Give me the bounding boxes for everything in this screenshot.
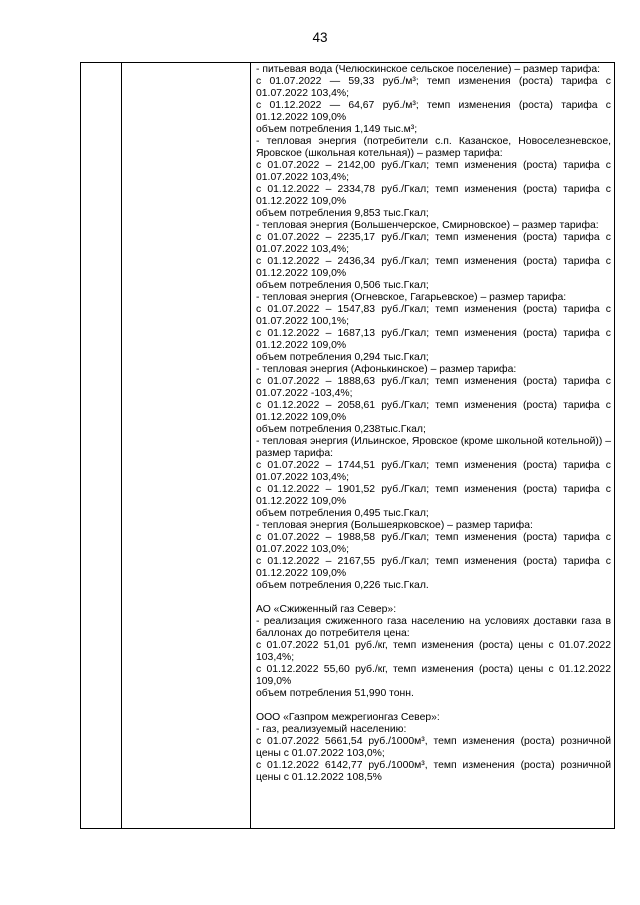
- tariff-paragraph: объем потребления 0,495 тыс.Гкал;: [256, 508, 429, 519]
- tariff-paragraph: с 01.12.2022 – 2167,55 руб./Гкал; темп изменения (роста) тарифа с 01.12.2022 109,0%: [256, 556, 611, 579]
- tariff-paragraph: с 01.12.2022 6142,77 руб./1000м³, темп изменения (роста) розничной цены с 01.12.2022 108,5%: [256, 760, 611, 783]
- tariff-paragraph: АО «Сжиженный газ Север»:: [256, 604, 397, 615]
- tariff-paragraph: с 01.07.2022 – 1988,58 руб./Гкал; темп изменения (роста) тарифа с 01.07.2022 103,0%;: [256, 532, 611, 555]
- tariff-paragraph: с 01.07.2022 – 2142,00 руб./Гкал; темп изменения (роста) тарифа с 01.07.2022 103,4%;: [256, 160, 611, 183]
- tariff-paragraph: объем потребления 0,294 тыс.Гкал;: [256, 352, 429, 363]
- tariff-paragraph: - реализация сжиженного газа населению на условиях доставки газа в баллонах до потребителя цена:: [256, 616, 611, 639]
- tariff-paragraph: с 01.12.2022 – 2058,61 руб./Гкал; темп изменения (роста) тарифа с 01.12.2022 109,0%: [256, 400, 611, 423]
- tariff-paragraph: с 01.12.2022 – 2334,78 руб./Гкал; темп изменения (роста) тарифа с 01.12.2022 109,0%: [256, 184, 611, 207]
- tariff-paragraph: - тепловая энергия (Огневское, Гагарьевское) – размер тарифа:: [256, 292, 567, 303]
- tariff-paragraph: объем потребления 0,506 тыс.Гкал;: [256, 280, 429, 291]
- tariff-paragraph: с 01.07.2022 – 1744,51 руб./Гкал; темп изменения (роста) тарифа с 01.07.2022 103,4%;: [256, 460, 611, 483]
- page-number: 43: [312, 30, 328, 45]
- tariff-paragraph: - тепловая энергия (потребители с.п. Казанское, Новоселезневское, Яровское (школьная котельная)) – размер тарифа:: [256, 136, 611, 159]
- tariff-paragraph: объем потребления 51,990 тонн.: [256, 688, 414, 699]
- tariff-paragraph: - газ, реализуемый населению:: [256, 724, 407, 735]
- tariff-paragraph: с 01.12.2022 — 64,67 руб./м³; темп изменения (роста) тарифа с 01.12.2022 109,0%: [256, 100, 611, 123]
- column-divider-1: [121, 63, 122, 828]
- tariff-paragraph: объем потребления 9,853 тыс.Гкал;: [256, 208, 429, 219]
- tariff-paragraph: с 01.07.2022 51,01 руб./кг, темп изменения (роста) цены с 01.07.2022 103,4%;: [256, 640, 611, 663]
- tariff-paragraph: - питьевая вода (Челюскинское сельское поселение) – размер тарифа:: [256, 64, 600, 75]
- tariff-paragraph: с 01.12.2022 – 2436,34 руб./Гкал; темп изменения (роста) тарифа с 01.12.2022 109,0%: [256, 256, 611, 279]
- tariff-paragraph: с 01.12.2022 – 1687,13 руб./Гкал; темп изменения (роста) тарифа с 01.12.2022 109,0%: [256, 328, 611, 351]
- tariff-paragraph: объем потребления 0,238тыс.Гкал;: [256, 424, 426, 435]
- tariff-paragraph: объем потребления 1,149 тыс.м³;: [256, 124, 418, 135]
- tariff-table: [80, 62, 615, 829]
- tariff-paragraph: - тепловая энергия (Большенчерское, Смирновское) – размер тарифа:: [256, 220, 599, 231]
- tariff-paragraph: - тепловая энергия (Ильинское, Яровское (кроме школьной котельной)) – размер тарифа:: [256, 436, 611, 459]
- tariff-paragraph: ООО «Газпром межрегионгаз Север»:: [256, 712, 440, 723]
- column-divider-2: [250, 63, 251, 828]
- tariff-paragraph: - тепловая энергия (Афонькинское) – размер тарифа:: [256, 364, 517, 375]
- tariff-paragraph: с 01.12.2022 55,60 руб./кг, темп изменения (роста) цены с 01.12.2022 109,0%: [256, 664, 611, 687]
- tariff-paragraph: с 01.07.2022 5661,54 руб./1000м³, темп изменения (роста) розничной цены с 01.07.2022 103,0%;: [256, 736, 611, 759]
- tariff-text-cell: [256, 64, 611, 784]
- tariff-paragraph: объем потребления 0,226 тыс.Гкал.: [256, 580, 429, 591]
- tariff-paragraph: с 01.07.2022 – 2235,17 руб./Гкал; темп изменения (роста) тарифа с 01.07.2022 103,4%;: [256, 232, 611, 255]
- tariff-paragraph: с 01.07.2022 — 59,33 руб./м³; темп изменения (роста) тарифа с 01.07.2022 103,4%;: [256, 76, 611, 99]
- tariff-paragraph: - тепловая энергия (Большеярковское) – размер тарифа:: [256, 520, 533, 531]
- tariff-paragraph: с 01.07.2022 – 1888,63 руб./Гкал; темп изменения (роста) тарифа с 01.07.2022 -103,4%;: [256, 376, 611, 399]
- tariff-paragraph: с 01.12.2022 – 1901,52 руб./Гкал; темп изменения (роста) тарифа с 01.12.2022 109,0%: [256, 484, 611, 507]
- blank-line: [256, 700, 611, 712]
- blank-line: [256, 592, 611, 604]
- tariff-paragraph: с 01.07.2022 – 1547,83 руб./Гкал; темп изменения (роста) тарифа с 01.07.2022 100,1%;: [256, 304, 611, 327]
